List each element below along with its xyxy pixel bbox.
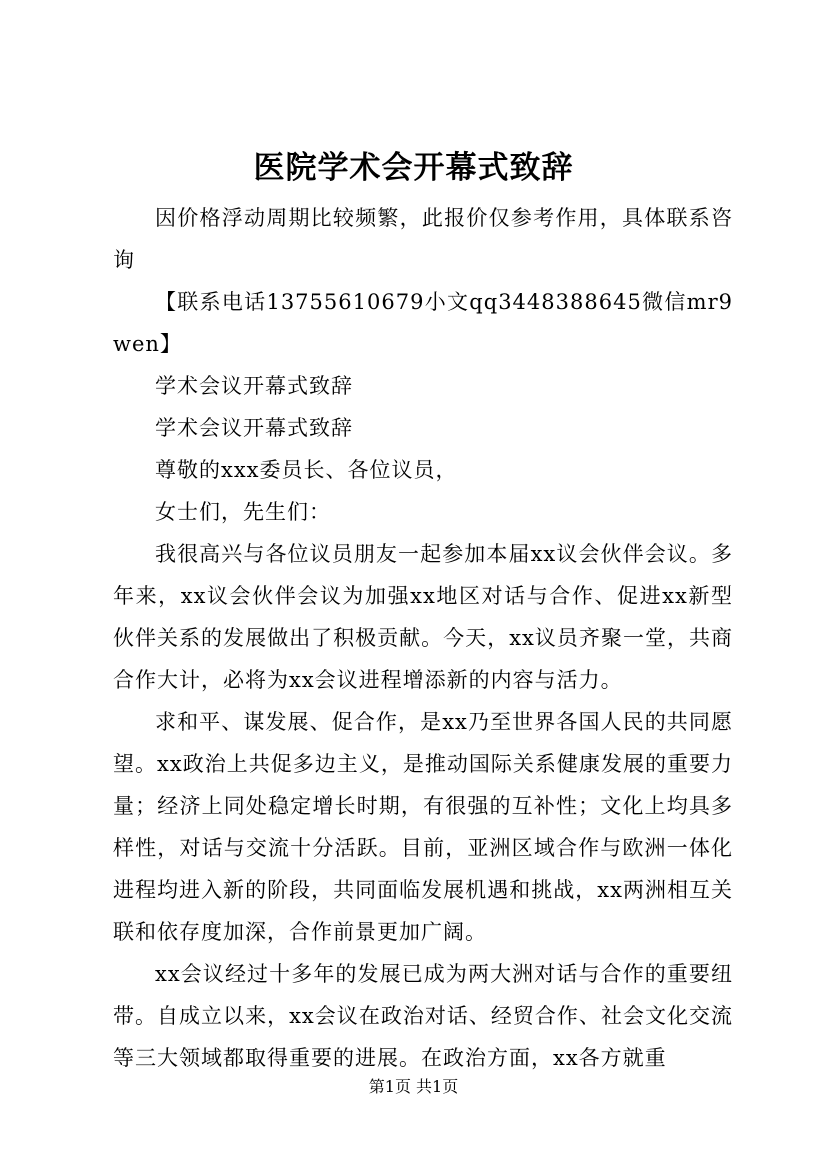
paragraph-body-1: 我很高兴与各位议员朋友一起参加本届xx议会伙伴会议。多年来，xx议会伙伴会议为加强xx地区对话与合作、促进xx新型伙伴关系的发展做出了积极贡献。今天，xx议员齐聚一堂，共商合作大计，必将为xx会议进程增添新的内容与活力。 bbox=[113, 542, 733, 692]
paragraph-price-notice: 因价格浮动周期比较频繁，此报价仅参考作用，具体联系咨询 bbox=[113, 206, 733, 272]
paragraph-salutation-1: 尊敬的xxx委员长、各位议员， bbox=[155, 458, 458, 482]
document-title: 医院学术会开幕式致辞 bbox=[253, 150, 574, 186]
paragraph-subtitle-1: 学术会议开幕式致辞 bbox=[155, 374, 353, 398]
paragraph-body-2: 求和平、谋发展、促合作，是xx乃至世界各国人民的共同愿望。xx政治上共促多边主义，是推动国际关系健康发展的重要力量；经济上同处稳定增长时期，有很强的互补性；文化上均具多样性，对话与交流十分活跃。目前，亚洲区域合作与欧洲一体化进程均进入新的阶段，共同面临发展机遇和挑战，xx两洲相互关联和依存度加深，合作前景更加广阔。 bbox=[113, 710, 733, 944]
document-body bbox=[113, 197, 733, 1079]
paragraph-contact-info: 【联系电话13755610679小文qq3448388645微信mr9wen】 bbox=[113, 290, 733, 356]
paragraph-salutation-2: 女士们，先生们： bbox=[155, 500, 331, 524]
paragraph-subtitle-2: 学术会议开幕式致辞 bbox=[155, 416, 353, 440]
paragraph-body-3: xx会议经过十多年的发展已成为两大洲对话与合作的重要纽带。自成立以来，xx会议在政治对话、经贸合作、社会文化交流等三大领域都取得重要的进展。在政治方面，xx各方就重 bbox=[113, 962, 733, 1070]
page-footer: 第1页 共1页 bbox=[368, 1077, 459, 1096]
